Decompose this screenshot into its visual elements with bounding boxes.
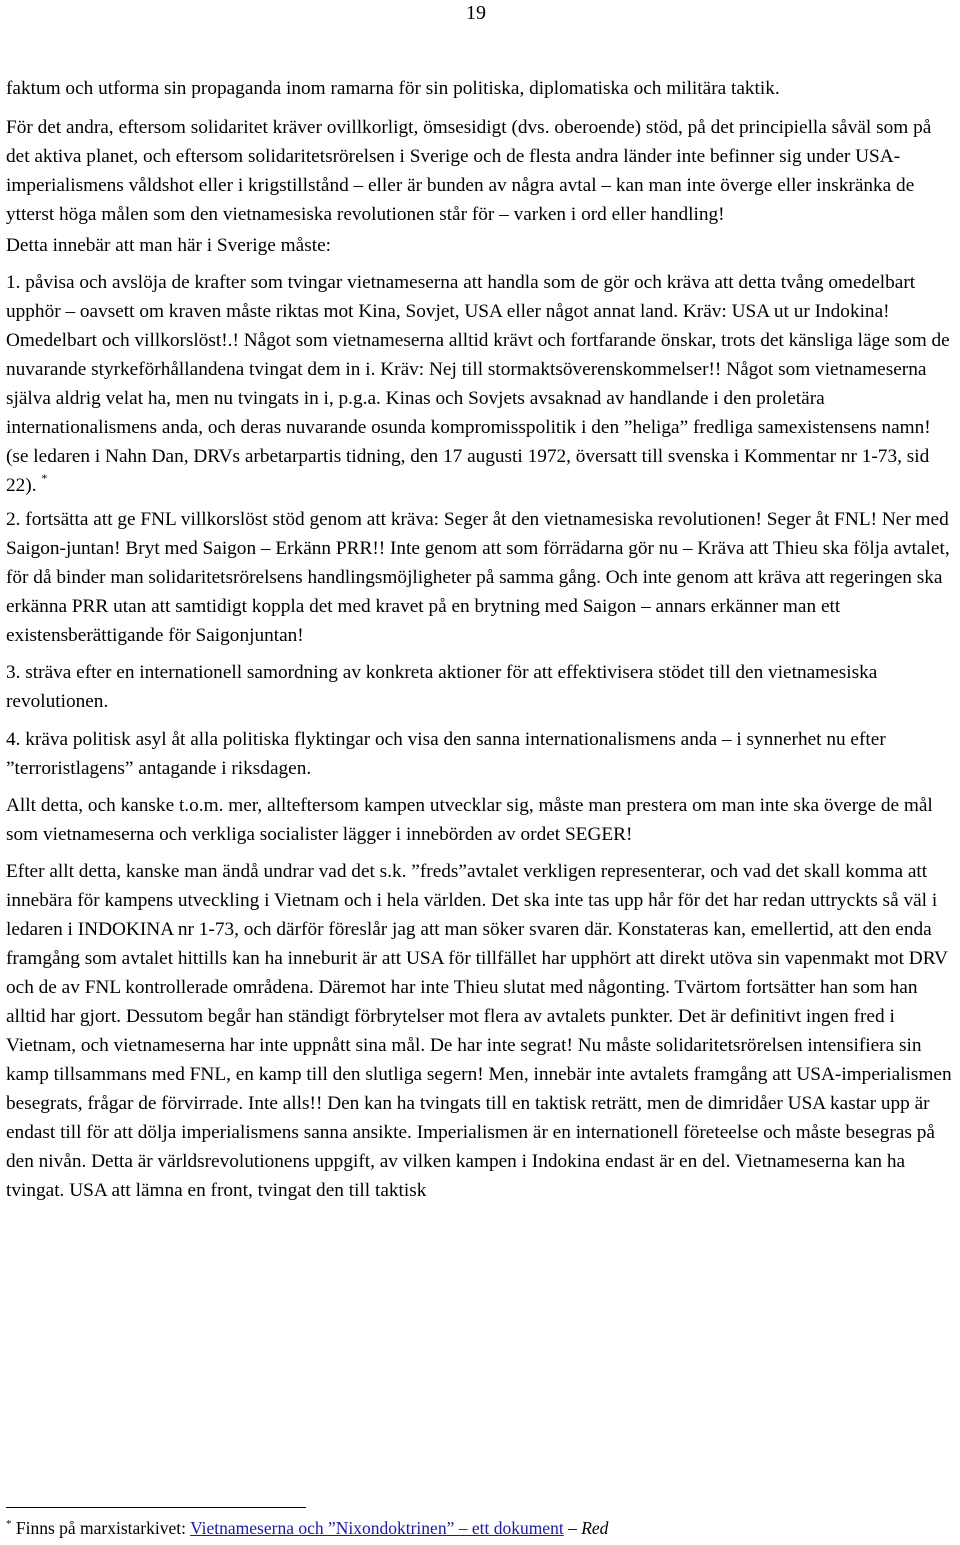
page-number: 19 (466, 2, 486, 24)
paragraph-2: För det andra, eftersom solidaritet kräver ovillkorligt, ömsesidigt (dvs. oberoende) stöd, på det principiella såväl som på det aktiva planet, och eftersom solidaritetsrörelsen i Sverige och de flesta andra länder inte befinner sig under USA-imperialismens våldshot eller i krigstillstånd – eller är bunden av några avtal – kan man inte överge eller inskränka de ytterst höga målen som den vietnamesiska revolutionen står för – varken i ord eller handling! (6, 117, 932, 225)
list-item-3: 3. sträva efter en internationell samordning av konkreta aktioner för att effektivisera stödet till den vietnamesiska revolutionen. (6, 662, 878, 712)
list-item-1 (6, 268, 956, 500)
footnote-link[interactable]: Vietnameserna och ”Nixondoktrinen” – ett dokument (190, 1518, 564, 1538)
footnote-reference[interactable]: * (41, 471, 48, 485)
list-item-4: 4. kräva politisk asyl åt alla politiska flyktingar och visa den sanna internationalismens anda – i synnerhet nu efter ”terroristlagens” antagande i riksdagen. (6, 729, 886, 779)
footnote (6, 1517, 608, 1539)
list-item-2: 2. fortsätta att ge FNL villkorslöst stöd genom att kräva: Seger åt den vietnamesiska revolutionen! Seger åt FNL! Ner med Saigon-juntan! Bryt med Saigon – Erkänn PRR!! Inte genom att som förrädarna gör nu – Kräva att Thieu ska följa avtalet, för då binder man solidaritetsrörelsens handlingsmöjligheter på samma gång. Och inte genom att kräva att regeringen ska erkänna PRR utan att samtidigt koppla det med kravet på en brytning med Saigon – annars erkänner man ett existensberättigande för Saigonjuntan! (6, 509, 950, 646)
list-item-1-text: 1. påvisa och avslöja de krafter som tvingar vietnameserna att handla som de gör och kräva att detta tvång omedelbart upphör – oavsett om kraven måste riktas mot Kina, Sovjet, USA eller något annat land. Kräv: USA ut ur Indokina! Omedelbart och villkorslöst!.! Något som vietnameserna alltid krävt och fortfarande önskar, trots det känsliga läge som de nuvarande styrkeförhållandena tvingat dem in i. Kräv: Nej till stormaktsöverenskommelser!! Något som vietnameserna själva aldrig velat ha, men nu tvingats in i, p.g.a. Kinas och Sovjets avsaknad av handlande i den proletära internationalismens anda, och deras nuvarande osunda kompromisspolitik i den ”heliga” fredliga samexistensens namn! (se ledaren i Nahn Dan, DRVs arbetarpartis tidning, den 17 augusti 1972, översatt till svenska i Kommentar nr 1-73, sid 22). (6, 272, 950, 496)
paragraph-5: Efter allt detta, kanske man ändå undrar vad det s.k. ”freds”avtalet verkligen representerar, och vad det skall komma att innebära för kampens utveckling i Vietnam och i hela världen. Det ska inte tas upp hår för det har redan uttryckts så väl i ledaren i INDOKINA nr 1-73, och därför föreslår jag att man söker svaren där. Konstateras kan, emellertid, att den enda framgång som avtalet hittills kan ha inneburit är att USA för tillfället har upphört att direkt utöva sin vapenmakt mot DRV och de av FNL kontrollerade områdena. Däremot har inte Thieu slutat med någonting. Tvärtom fortsätter han som han alltid har gjort. Dessutom begår han ständigt förbrytelser mot flera av avtalets punkter. Det är definitivt ingen fred i Vietnam, och vietnameserna har inte uppnått sina mål. De har inte segrat! Nu måste solidaritetsrörelsen intensifiera sin kamp tillsammans med FNL, en kamp till den slutliga segern! Men, innebär inte avtalets framgång att USA-imperialismen besegrats, frågar de förvirrade. Inte alls!! Den kan ha tvingats till en taktisk reträtt, men de dimridåer USA kastar upp är endast till för att dölja imperialismens sanna ansikte. Imperialismen är en internationell företeelse och måste besegras på den nivån. Detta är världsrevolutionens uppgift, av vilken kampen i Indokina endast är en del. Vietnameserna kan ha tvingat. USA att lämna en front, tvingat den till taktisk (6, 861, 952, 1201)
paragraph-1: faktum och utforma sin propaganda inom ramarna för sin politiska, diplomatiska och militära taktik. (6, 78, 780, 99)
footnote-dash: – (568, 1518, 577, 1538)
footnote-suffix: Red (581, 1518, 609, 1538)
footnote-marker: * (6, 1518, 12, 1530)
paragraph-3: Detta innebär att man här i Sverige måste: (6, 235, 331, 256)
paragraph-4: Allt detta, och kanske t.o.m. mer, allteftersom kampen utvecklar sig, måste man prestera om man inte ska överge de mål som vietnameserna och verkliga socialister lägger i innebörden av ordet SEGER! (6, 795, 933, 845)
footnote-divider (6, 1507, 306, 1508)
document-body (6, 74, 956, 1205)
footnote-prefix: Finns på marxistarkivet: (15, 1518, 186, 1538)
